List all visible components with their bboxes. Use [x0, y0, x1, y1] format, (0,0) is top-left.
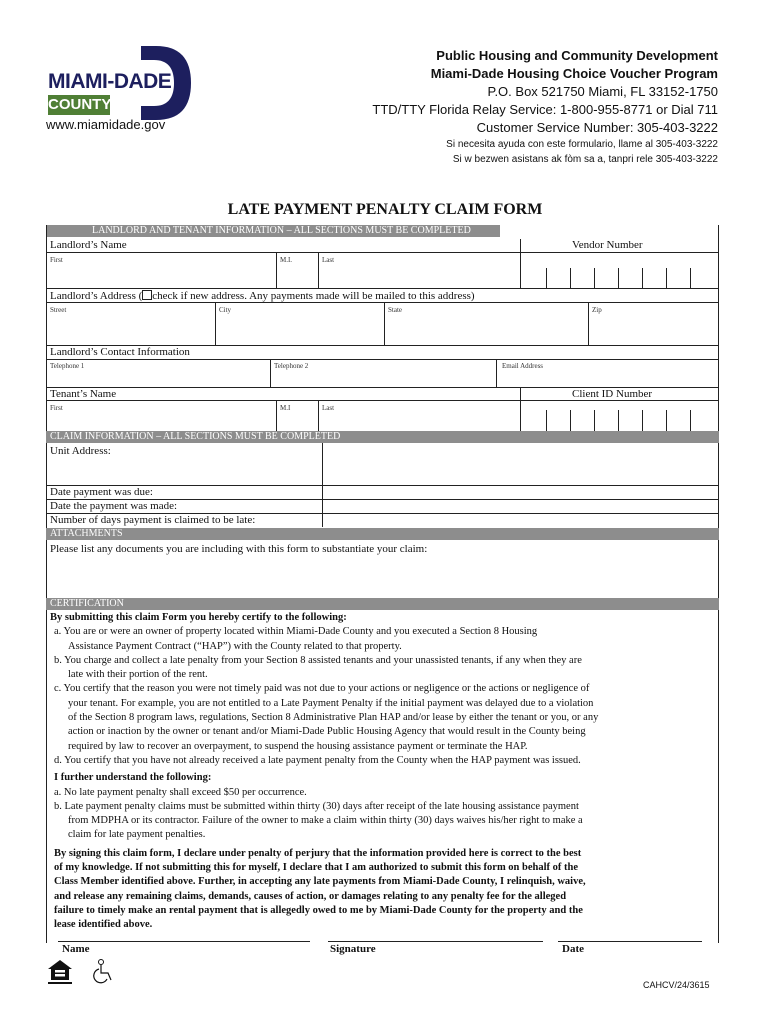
divider: [46, 302, 719, 303]
further-item-a: a. No late payment penalty shall exceed $50 per occurrence.: [54, 786, 307, 798]
client-id-digit-boxes: [546, 410, 718, 431]
date-field[interactable]: [558, 920, 702, 940]
street-field[interactable]: [47, 314, 214, 344]
signature-field[interactable]: [328, 920, 543, 940]
cert-item-c: c. You certify that the reason you were not timely paid was not due to your actions or negligence or the actions or negligence of: [54, 683, 590, 695]
relay-service: TTD/TTY Florida Relay Service: 1-800-955-8771 or Dial 711: [372, 102, 718, 117]
first-label: First: [50, 256, 63, 264]
tenant-first-name-field[interactable]: [47, 412, 275, 430]
website-link[interactable]: www.miamidade.gov: [46, 117, 166, 132]
section-certification-header: CERTIFICATION: [46, 598, 719, 610]
vendor-number-field[interactable]: [546, 268, 718, 288]
tenant-name-label: Tenant’s Name: [50, 388, 117, 400]
logo-county: COUNTY: [48, 96, 112, 113]
landlord-mi-field[interactable]: [277, 256, 317, 286]
state-label: State: [388, 306, 402, 314]
attachments-prompt: Please list any documents you are including with this form to substantiate your claim:: [50, 543, 428, 555]
divider: [46, 252, 719, 253]
state-field[interactable]: [385, 314, 587, 344]
cert-item-c-cont1: your tenant. For example, you are not entitled to a Late Payment Penalty if the initial payment was delayed due to a violation: [68, 697, 594, 709]
last-label: Last: [322, 256, 335, 264]
section-attachments-header: ATTACHMENTS: [46, 528, 719, 540]
divider: [46, 359, 719, 360]
client-id-field[interactable]: [546, 410, 718, 431]
further-item-b-cont1: from MDPHA or its contractor. Failure of the owner to make a claim within thirty (30) days waives his/her right to make a: [68, 815, 583, 827]
mi-label: M.I.: [280, 256, 293, 264]
form-title: LATE PAYMENT PENALTY CLAIM FORM: [227, 201, 543, 218]
cert-item-a-cont: Assistance Payment Contract (“HAP”) with the County related to that property.: [68, 640, 402, 652]
divider: [520, 239, 521, 289]
telephone2-label: Telephone 2: [274, 362, 309, 370]
declaration-line1: By signing this claim form, I declare under penalty of perjury that the information provided here is correct to the best: [54, 847, 582, 859]
mail-address: P.O. Box 521750 Miami, FL 33152-1750: [487, 84, 718, 99]
address-note: check if new address. Any payments made will be mailed to this address): [152, 290, 475, 302]
cert-intro: By submitting this claim Form you hereby certify to the following:: [50, 612, 347, 623]
divider: [328, 941, 543, 942]
divider: [558, 941, 702, 942]
certification-text: [50, 611, 716, 933]
tenant-mi-field[interactable]: [277, 412, 317, 430]
cert-item-c-cont2: of the Section 8 program laws, regulations, Section 8 Administrative Plan HAP and/or lease by either the tenant or you, or any: [68, 712, 599, 724]
email-field[interactable]: [497, 370, 717, 386]
divider: [46, 400, 719, 401]
name-label: Name: [62, 943, 90, 955]
zip-field[interactable]: [589, 314, 717, 344]
section-landlord-tenant-header: LANDLORD AND TENANT INFORMATION – ALL SECTIONS MUST BE COMPLETED: [46, 225, 500, 237]
name-field[interactable]: [58, 920, 310, 940]
date-made-field[interactable]: [324, 500, 717, 513]
declaration-line2: of my knowledge. If not submitting this for myself, I declare that I am authorized to submit this form on behalf of the: [54, 862, 579, 874]
city-label: City: [219, 306, 232, 314]
new-address-checkbox[interactable]: [142, 290, 152, 300]
declaration-line4: and release any remaining claims, demands, causes of action, or damages relating to any penalty fee for the alleged: [54, 890, 567, 902]
vendor-number-label: Vendor Number: [572, 239, 643, 251]
client-id-label: Client ID Number: [572, 388, 653, 400]
telephone1-field[interactable]: [47, 370, 269, 386]
cert-item-c-cont3: action or inaction by the owner or tenant and/or Miami-Dade Public Housing Agency that would result in the County being: [68, 726, 586, 738]
equal-housing-icon: [46, 958, 74, 986]
cert-item-b-cont: late with their portion of the rent.: [68, 669, 208, 681]
signature-label: Signature: [330, 943, 376, 955]
tenant-first-label: First: [50, 404, 63, 412]
program-name: Miami-Dade Housing Choice Voucher Program: [430, 66, 718, 81]
further-understand: I further understand the following:: [54, 772, 212, 784]
date-due-label: Date payment was due:: [50, 486, 153, 498]
declaration-line6: lease identified above.: [54, 919, 153, 931]
attachments-field[interactable]: [48, 558, 716, 596]
dept-name: Public Housing and Community Development: [436, 48, 718, 63]
cert-item-a: a. You are or were an owner of property located within Miami-Dade County and you executed a Section 8 Housing: [54, 626, 538, 638]
customer-service: Customer Service Number: 305-403-3222: [476, 120, 718, 135]
landlord-address-label: Landlord’s Address ( check if new address. Any payments made will be mailed to this address): [50, 290, 475, 302]
declaration-line5: failure to timely make an rental payment that is allegedly owed to me by Miami-Dade County for the property and the: [54, 904, 583, 916]
spanish-help: Si necesita ayuda con este formulario, llame al 305-403-3222: [446, 139, 718, 150]
landlord-last-name-field[interactable]: [319, 256, 519, 286]
creole-help: Si w bezwen asistans ak fòm sa a, tanpri rele 305-403-3222: [452, 154, 718, 165]
form-code: CAHCV/24/3615: [643, 980, 710, 990]
contact-info-label: Landlord’s Contact Information: [50, 346, 190, 358]
further-item-b-cont2: claim for late payment penalties.: [68, 829, 206, 841]
telephone1-label: Telephone 1: [50, 362, 85, 370]
street-label: Street: [50, 306, 67, 314]
days-late-label: Number of days payment is claimed to be late:: [50, 514, 256, 526]
accessibility-icon: [92, 958, 116, 986]
landlord-address-text: Landlord’s Address: [50, 290, 136, 302]
header-contact: [372, 47, 718, 167]
email-label: Email Address: [502, 362, 544, 370]
unit-address-field[interactable]: [324, 444, 717, 484]
landlord-first-name-field[interactable]: [47, 256, 275, 286]
tenant-last-label: Last: [322, 404, 335, 412]
table-right-border: [718, 225, 719, 943]
divider: [58, 941, 310, 942]
divider: [46, 288, 719, 289]
city-field[interactable]: [216, 314, 383, 344]
further-item-b: b. Late payment penalty claims must be submitted within thirty (30) days after receipt of the late housing assistance payment: [54, 800, 579, 812]
telephone2-field[interactable]: [271, 370, 495, 386]
tenant-last-name-field[interactable]: [319, 412, 519, 430]
divider: [520, 388, 521, 431]
date-due-field[interactable]: [324, 486, 717, 499]
cert-item-d: d. You certify that you have not already received a late payment penalty from the County when the HAP payment was issued.: [54, 754, 581, 766]
cert-item-c-cont4: required by law to recover an overpayment, to suspend the housing assistance payment or terminate the HAP.: [68, 740, 528, 752]
declaration-line3: Class Member identified above. Further, in accepting any late payments from Miami-Dade County, I relinquish, waive,: [54, 876, 586, 888]
unit-address-label: Unit Address:: [50, 445, 111, 457]
landlord-name-label: Landlord’s Name: [50, 239, 127, 251]
section-claim-info-header: CLAIM INFORMATION – ALL SECTIONS MUST BE COMPLETED: [46, 431, 719, 443]
days-late-field[interactable]: [324, 514, 717, 527]
zip-label: Zip: [592, 306, 602, 314]
date-made-label: Date the payment was made:: [50, 500, 178, 512]
vendor-digit-boxes: [546, 268, 718, 289]
logo-title: MIAMI-DADE: [48, 70, 172, 93]
tenant-mi-label: M.I: [280, 404, 291, 412]
date-label: Date: [562, 943, 584, 955]
cert-item-b: b. You charge and collect a late penalty from your Section 8 assisted tenants and your unassisted tenants, if any when they are: [54, 654, 582, 666]
